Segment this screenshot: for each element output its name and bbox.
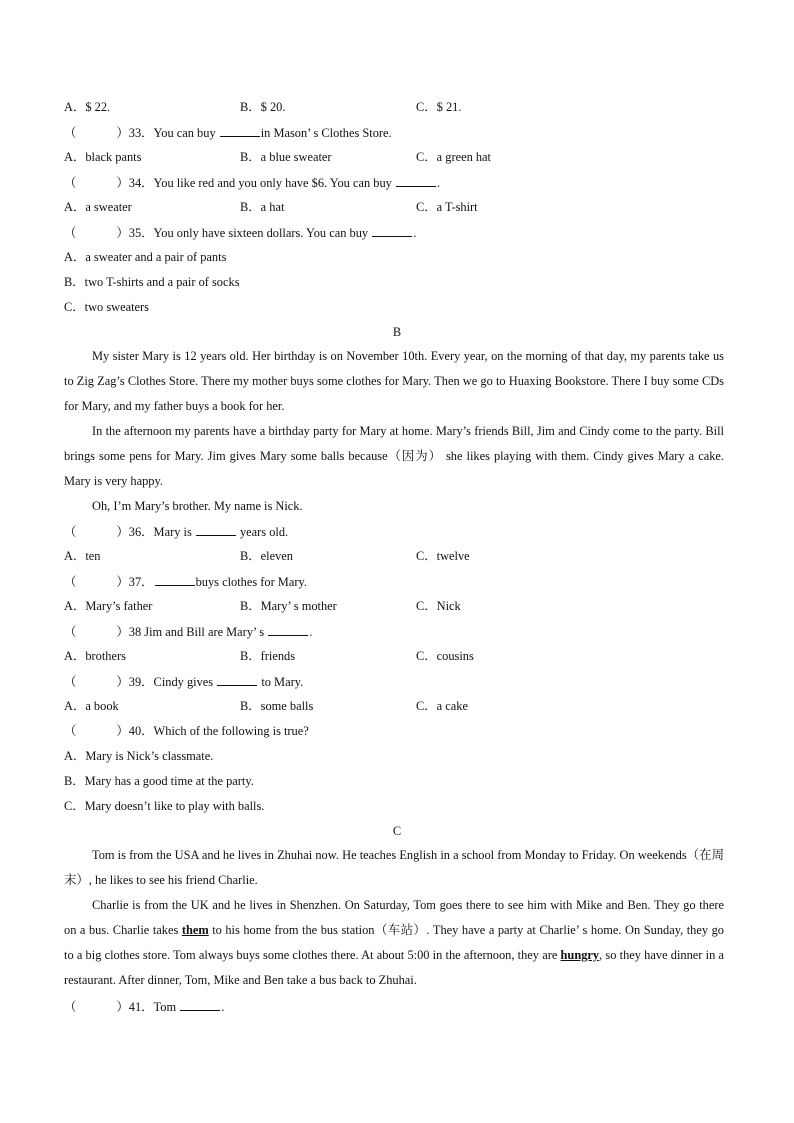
option-c: C．two sweaters [64, 300, 149, 314]
option-b: B．friends [240, 649, 296, 663]
passage-c-paragraph-2: Charlie is from the UK and he lives in Shenzhen. On Saturday, Tom goes there to see him with Mike and Ben. They go there on a bus. Charlie takes them to his home from the bus station（车站）. They have a party at Charlie’ s home. On Sunday, they go to a big clothes store. Tom always buys some clothes there. At about 5:00 in the afternoon, they are hungry, so they have dinner in a restaurant. After dinner, Tom, Mike and Ben take a bus back to Zhuhai. [64, 898, 724, 987]
option-c: C．twelve [416, 549, 470, 563]
answer-blank [372, 224, 412, 237]
passage-c-paragraph-1: Tom is from the USA and he lives in Zhuhai now. He teaches English in a school from Monday to Friday. On weekends（在周末）, he likes to see his friend Charlie. [64, 848, 724, 887]
question-41: （ ）41．Tom . [64, 1000, 225, 1014]
option-c: C．a cake [416, 699, 468, 713]
option-a: A．$ 22. [64, 100, 111, 114]
option-a: A．a sweater and a pair of pants [64, 250, 227, 264]
question-33: （ ）33．You can buy in Mason’ s Clothes Store. [64, 126, 392, 140]
question-37: （ ）37． buys clothes for Mary. [64, 575, 307, 589]
option-b: B．Mary has a good time at the party. [64, 774, 254, 788]
question-40: （ ）40．Which of the following is true? [64, 724, 309, 738]
answer-blank [180, 998, 220, 1011]
option-b: B．some balls [240, 699, 314, 713]
question-36: （ ）36．Mary is years old. [64, 525, 289, 539]
option-c: C．a green hat [416, 150, 492, 164]
passage-b-paragraph-1: My sister Mary is 12 years old. Her birthday is on November 10th. Every year, on the morning of that day, my parents take us to Zig Zag’s Clothes Store. There my mother buys some clothes for Mary. Then we go to Huaxing Bookstore. There I buy some CDs for Mary, and my father buys a book for her. [64, 349, 724, 413]
answer-blank [268, 623, 308, 636]
passage-b-paragraph-2: In the afternoon my parents have a birthday party for Mary at home. Mary’s friends Bill, Jim and Cindy come to the party. Bill brings some pens for Mary. Jim gives Mary some balls because（因为） she likes playing with them. Cindy gives Mary a cake. Mary is very happy. [64, 424, 724, 488]
question-34: （ ）34．You like red and you only have $6. You can buy . [64, 176, 441, 190]
option-b: B．two T-shirts and a pair of socks [64, 275, 240, 289]
answer-blank [196, 523, 236, 536]
option-a: A．a sweater [64, 200, 132, 214]
option-b: B．$ 20. [240, 100, 286, 114]
question-38: （ ）38 Jim and Bill are Mary’ s . [64, 625, 313, 639]
option-a: A．black pants [64, 150, 142, 164]
option-b: B．Mary’ s mother [240, 599, 337, 613]
option-a: A．a book [64, 699, 119, 713]
option-a: A．ten [64, 549, 101, 563]
option-c: C．Nick [416, 599, 461, 613]
option-b: B．a blue sweater [240, 150, 332, 164]
option-c: C．cousins [416, 649, 474, 663]
passage-b-paragraph-3: Oh, I’m Mary’s brother. My name is Nick. [92, 499, 303, 513]
answer-blank [396, 174, 436, 187]
section-heading-c: C [392, 824, 402, 838]
question-39: （ ）39．Cindy gives to Mary. [64, 675, 304, 689]
question-35: （ ）35．You only have sixteen dollars. You can buy . [64, 226, 417, 240]
answer-blank [217, 673, 257, 686]
option-c: C．$ 21. [416, 100, 462, 114]
option-a: A．Mary is Nick’s classmate. [64, 749, 214, 763]
answer-blank [220, 124, 260, 137]
option-a: A．Mary’s father [64, 599, 153, 613]
option-b: B．a hat [240, 200, 285, 214]
keyword-them: them [181, 923, 209, 937]
answer-blank [155, 573, 195, 586]
option-b: B．eleven [240, 549, 293, 563]
option-c: C．a T-shirt [416, 200, 478, 214]
section-heading-b: B [392, 325, 402, 339]
keyword-hungry: hungry [560, 948, 600, 962]
option-c: C．Mary doesn’t like to play with balls. [64, 799, 265, 813]
option-a: A．brothers [64, 649, 126, 663]
